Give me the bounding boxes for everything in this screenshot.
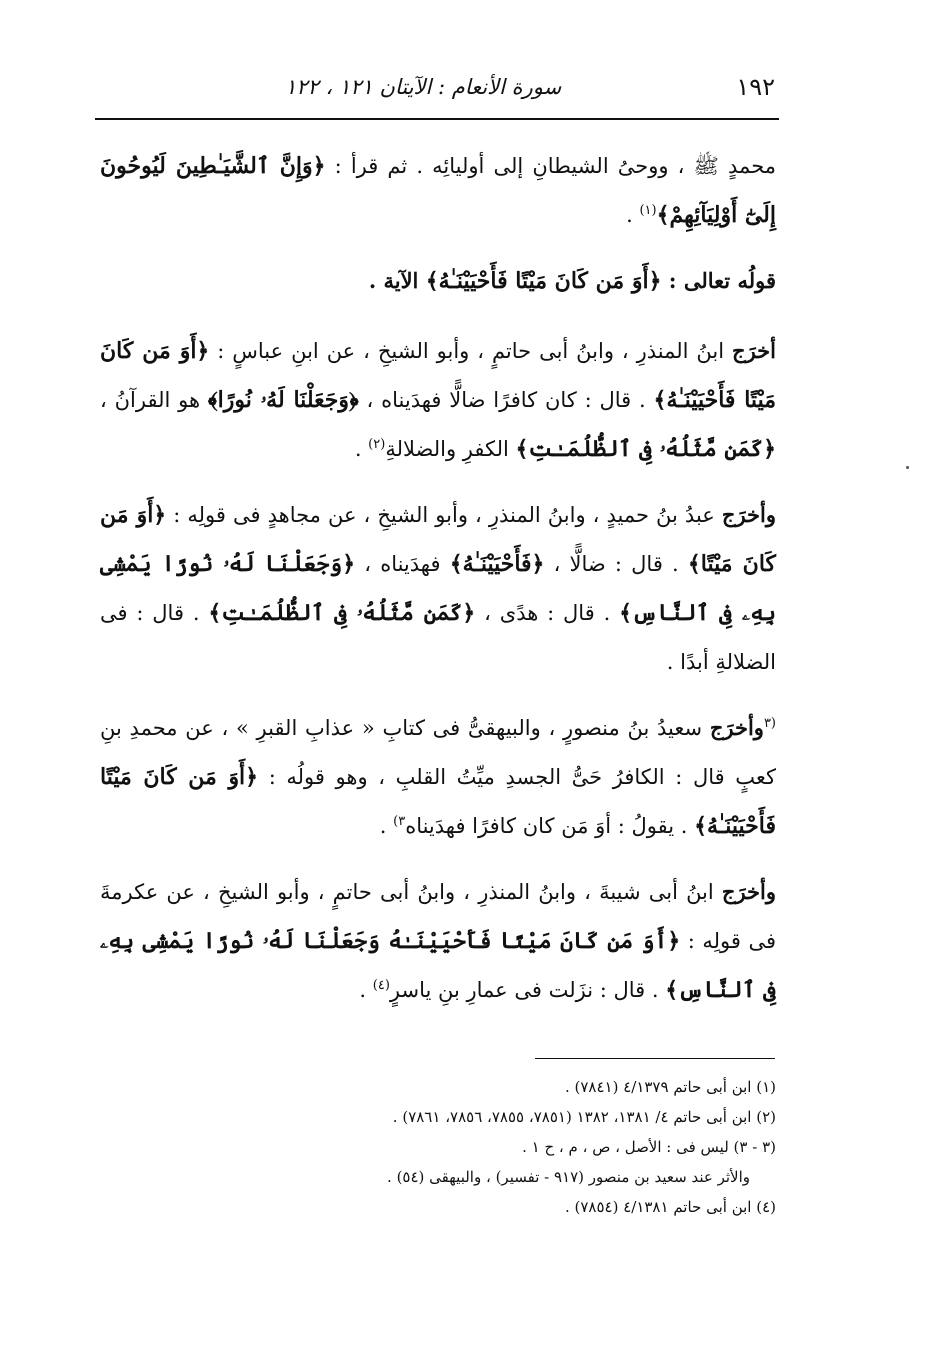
text-run: الكفرِ والضلالةِ: [385, 437, 516, 461]
quran-quote: ﴿أَوَ مَن كَانَ مَيْتًا فَأَحْيَيْنَـٰهُ وَجَعَلْنَا لَهُۥ نُورًا يَمْشِى بِهِۦ فِى ٱلنَّاسِ﴾: [100, 928, 776, 1003]
text-run: فهدَيناه ،: [355, 552, 450, 576]
footnote-marker: (٢): [368, 437, 386, 452]
quran-quote: ﴿أَوَ مَن كَانَ مَيْتًا﴾: [100, 502, 776, 577]
text-run: . قال : ضالًّا ،: [544, 552, 688, 576]
footnote-line: (٤) ابن أبى حاتم ٤/١٣٨١ (٧٨٥٤) .: [564, 1198, 776, 1216]
text-run: . قال : كان كافرًا ضالًّا فهدَيناه ،: [358, 388, 654, 412]
text-run: محمدٍ ﷺ ، ووحىُ الشيطانِ إلى أوليائِه . ثم قرأ :: [325, 154, 776, 178]
text-run: . يقولُ : أوَ مَن كان كافرًا فهدَيناه: [405, 814, 695, 838]
quran-quote: ﴿أَوَ مَن كَانَ مَيْتًا فَأَحْيَيْنَـٰهُ﴾: [100, 764, 776, 839]
text-run: . قال : هدًى ،: [475, 601, 620, 625]
text-run: .: [354, 437, 369, 461]
text-paragraph: [100, 490, 776, 687]
footnote-marker: (١): [639, 203, 657, 218]
main-text: [100, 142, 776, 1031]
footnote-line: (٣ - ٣) ليس فى : الأصل ، ص ، م ، ح ١ .: [522, 1138, 776, 1156]
text-run: الآية .: [368, 268, 426, 293]
text-run: . قال : فى الضلالةِ أبدًا .: [100, 601, 776, 674]
footnote-marker: (٣: [763, 716, 776, 731]
footnotes: [200, 1072, 776, 1222]
footnote-marker: ٣): [393, 814, 406, 829]
quran-quote: ﴿وَإِنَّ ٱلشَّيَـٰطِينَ لَيُوحُونَ إِلَىٰٓ أَوْلِيَآئِهِمْ﴾: [100, 153, 776, 228]
section-heading: [100, 256, 776, 306]
text-run: سعيدُ بنُ منصورٍ ، والبيهقىُّ فى كتابِ « عذابِ القبرِ » ، عن محمدِ بنِ كعبٍ قال : الكافرُ حَىُّ الجسدِ ميِّتُ القلبِ ، وهو قولُه :: [100, 716, 777, 789]
quran-quote: ﴿وَجَعَلْنَا لَهُۥ نُورًا﴾: [207, 387, 359, 413]
footnote-line: (١) ابن أبى حاتم ٤/١٣٧٩ (٧٨٤١) .: [564, 1078, 776, 1096]
quran-quote: ﴿وَجَعَلْنَا لَهُۥ نُورًا يَمْشِى بِهِۦ فِى ٱلنَّاسِ﴾: [100, 551, 776, 626]
text-run: هو القرآنُ ،: [100, 388, 208, 412]
text-run: قولُه تعالى :: [661, 268, 776, 293]
footnote-line: والأثر عند سعيد بن منصور (٩١٧ - تفسير) ، والبيهقى (٥٤) .: [387, 1168, 750, 1186]
text-run: .: [379, 814, 394, 838]
text-run: .: [359, 978, 373, 1002]
lead-word: أخرَج: [732, 338, 776, 363]
text-paragraph: [100, 142, 776, 240]
text-paragraph: [100, 703, 776, 851]
lead-word: وأخرَج: [709, 715, 764, 740]
lead-word: وأخرَج: [721, 879, 776, 904]
speck-mark: [906, 466, 909, 469]
text-paragraph: [100, 867, 776, 1015]
quran-quote: ﴿فَأَحْيَيْنَـٰهُ﴾: [449, 551, 545, 577]
quran-quote: ﴿أَوَ مَن كَانَ مَيْتًا فَأَحْيَيْنَـٰهُ﴾: [100, 338, 776, 413]
running-title: سورة الأنعام : الآيتان ١٢١ ، ١٢٢: [285, 75, 562, 99]
page-number: ١٩٢: [736, 73, 775, 101]
header-rule: [95, 118, 779, 120]
text-run: ابنُ أبى شيبةَ ، وابنُ المنذرِ ، وابنُ أبى حاتمٍ ، وأبو الشيخِ ، عن عكرمةَ فى قولِه :: [100, 880, 776, 953]
lead-word: وأخرَج: [721, 502, 776, 527]
text-run: .: [626, 203, 640, 227]
footnote-separator: [535, 1058, 775, 1059]
text-paragraph: [100, 326, 776, 474]
text-run: . قال : نزَلت فى عمارِ بنِ ياسرٍ: [389, 978, 666, 1002]
text-run: عبدُ بنُ حميدٍ ، وابنُ المنذرِ ، وأبو الشيخِ ، عن مجاهدٍ فى قولِه :: [166, 503, 722, 527]
page-header: [95, 60, 775, 114]
quran-quote: ﴿أَوَ مَن كَانَ مَيْتًا فَأَحْيَيْنَـٰهُ﴾: [425, 268, 662, 294]
footnote-marker: (٤): [372, 978, 390, 993]
quran-quote: ﴿كَمَن مَّثَلُهُۥ فِى ٱلظُّلُمَـٰتِ﴾: [515, 436, 776, 462]
text-run: ابنُ المنذرِ ، وابنُ أبى حاتمٍ ، وأبو الشيخِ ، عن ابنِ عباسٍ :: [209, 339, 733, 363]
footnote-line: (٢) ابن أبى حاتم ٤/ ١٣٨١، ١٣٨٢ (٧٨٥١، ٧٨٥٥، ٧٨٥٦، ٧٨٦١) .: [392, 1108, 776, 1126]
quran-quote: ﴿كَمَن مَّثَلُهُۥ فِى ٱلظُّلُمَـٰتِ﴾: [208, 600, 476, 626]
